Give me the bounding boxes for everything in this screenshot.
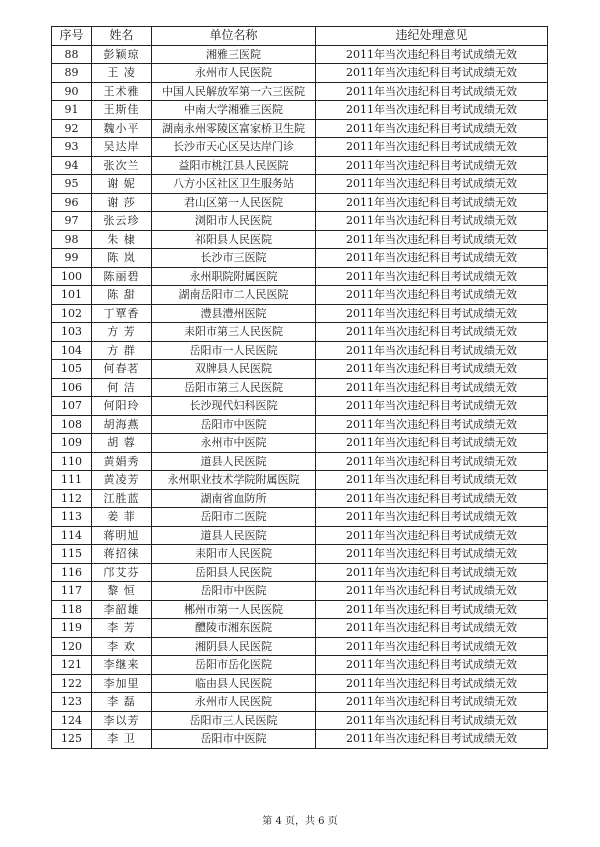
name-cell: 方 群 [92,341,152,360]
unit-name-cell: 永州职院附属医院 [152,267,316,286]
unit-name-cell: 湘阴县人民医院 [152,637,316,656]
name-cell: 李以芳 [92,711,152,730]
serial-number-cell: 100 [52,267,92,286]
table-row [52,360,548,379]
violation-opinion-cell: 2011年当次违纪科目考试成绩无效 [316,582,548,601]
table-row [52,471,548,490]
table-row [52,434,548,453]
name-cell: 王术雅 [92,82,152,101]
name-cell: 彭颖琼 [92,45,152,64]
name-cell: 黄凌芳 [92,471,152,490]
name-cell: 谢 妮 [92,175,152,194]
unit-name-cell: 道县人民医院 [152,526,316,545]
unit-name-cell: 湖南省血防所 [152,489,316,508]
serial-number-cell: 103 [52,323,92,342]
violation-opinion-cell: 2011年当次违纪科目考试成绩无效 [316,101,548,120]
name-cell: 江胜蓝 [92,489,152,508]
violation-opinion-cell: 2011年当次违纪科目考试成绩无效 [316,471,548,490]
table-row [52,286,548,305]
table-row [52,674,548,693]
violation-opinion-cell: 2011年当次违纪科目考试成绩无效 [316,323,548,342]
violation-opinion-cell: 2011年当次违纪科目考试成绩无效 [316,378,548,397]
name-cell: 朱 棣 [92,230,152,249]
table-row [52,175,548,194]
unit-name-cell: 永州市人民医院 [152,64,316,83]
name-cell: 李韶雄 [92,600,152,619]
unit-name-cell: 岳阳市中医院 [152,415,316,434]
unit-name-cell: 耒阳市人民医院 [152,545,316,564]
unit-name-cell: 岳阳县人民医院 [152,563,316,582]
unit-name-cell: 岳阳市岳化医院 [152,656,316,675]
table-row [52,600,548,619]
unit-name-cell: 八方小区社区卫生服务站 [152,175,316,194]
violation-opinion-cell: 2011年当次违纪科目考试成绩无效 [316,545,548,564]
header-unit-name: 单位名称 [152,27,316,46]
unit-name-cell: 永州市人民医院 [152,693,316,712]
violation-opinion-cell: 2011年当次违纪科目考试成绩无效 [316,674,548,693]
serial-number-cell: 102 [52,304,92,323]
table-row [52,730,548,749]
header-violation-opinion: 违纪处理意见 [316,27,548,46]
table-body [52,45,548,748]
name-cell: 胡海燕 [92,415,152,434]
name-cell: 蒋明旭 [92,526,152,545]
name-cell: 何阳玲 [92,397,152,416]
unit-name-cell: 益阳市桃江县人民医院 [152,156,316,175]
violation-opinion-cell: 2011年当次违纪科目考试成绩无效 [316,175,548,194]
table-row [52,526,548,545]
name-cell: 丁覃香 [92,304,152,323]
serial-number-cell: 124 [52,711,92,730]
serial-number-cell: 98 [52,230,92,249]
table-row [52,397,548,416]
violation-opinion-cell: 2011年当次违纪科目考试成绩无效 [316,304,548,323]
serial-number-cell: 116 [52,563,92,582]
serial-number-cell: 117 [52,582,92,601]
name-cell: 陈 岚 [92,249,152,268]
serial-number-cell: 89 [52,64,92,83]
violation-opinion-cell: 2011年当次违纪科目考试成绩无效 [316,119,548,138]
violation-opinion-cell: 2011年当次违纪科目考试成绩无效 [316,193,548,212]
name-cell: 谢 莎 [92,193,152,212]
violation-opinion-cell: 2011年当次违纪科目考试成绩无效 [316,230,548,249]
table-row [52,341,548,360]
serial-number-cell: 125 [52,730,92,749]
serial-number-cell: 96 [52,193,92,212]
serial-number-cell: 121 [52,656,92,675]
serial-number-cell: 93 [52,138,92,157]
table-row [52,508,548,527]
violation-opinion-cell: 2011年当次违纪科目考试成绩无效 [316,415,548,434]
violation-opinion-cell: 2011年当次违纪科目考试成绩无效 [316,341,548,360]
name-cell: 王 凌 [92,64,152,83]
violation-opinion-cell: 2011年当次违纪科目考试成绩无效 [316,619,548,638]
unit-name-cell: 祁阳县人民医院 [152,230,316,249]
table-row [52,193,548,212]
serial-number-cell: 95 [52,175,92,194]
violation-opinion-cell: 2011年当次违纪科目考试成绩无效 [316,138,548,157]
unit-name-cell: 永州市中医院 [152,434,316,453]
serial-number-cell: 113 [52,508,92,527]
name-cell: 吴达岸 [92,138,152,157]
serial-number-cell: 91 [52,101,92,120]
unit-name-cell: 醴陵市湘东医院 [152,619,316,638]
violation-opinion-cell: 2011年当次违纪科目考试成绩无效 [316,82,548,101]
table-row [52,582,548,601]
violation-opinion-cell: 2011年当次违纪科目考试成绩无效 [316,267,548,286]
table-row [52,156,548,175]
unit-name-cell: 永州职业技术学院附属医院 [152,471,316,490]
unit-name-cell: 临由县人民医院 [152,674,316,693]
unit-name-cell: 长沙市天心区吴达岸门诊 [152,138,316,157]
table-row [52,452,548,471]
serial-number-cell: 88 [52,45,92,64]
unit-name-cell: 岳阳市一人民医院 [152,341,316,360]
table-row [52,415,548,434]
violation-opinion-cell: 2011年当次违纪科目考试成绩无效 [316,693,548,712]
serial-number-cell: 114 [52,526,92,545]
name-cell: 蒋招徕 [92,545,152,564]
name-cell: 张云珍 [92,212,152,231]
unit-name-cell: 耒阳市第三人民医院 [152,323,316,342]
serial-number-cell: 120 [52,637,92,656]
violation-opinion-cell: 2011年当次违纪科目考试成绩无效 [316,434,548,453]
table-row [52,545,548,564]
name-cell: 魏小平 [92,119,152,138]
serial-number-cell: 119 [52,619,92,638]
header-serial-number: 序号 [52,27,92,46]
violation-records-table [51,26,548,749]
table-row [52,230,548,249]
violation-opinion-cell: 2011年当次违纪科目考试成绩无效 [316,489,548,508]
table-row [52,656,548,675]
unit-name-cell: 长沙市三医院 [152,249,316,268]
unit-name-cell: 浏阳市人民医院 [152,212,316,231]
name-cell: 何春茗 [92,360,152,379]
unit-name-cell: 岳阳市中医院 [152,582,316,601]
serial-number-cell: 123 [52,693,92,712]
table-row [52,64,548,83]
table-row [52,693,548,712]
table-row [52,323,548,342]
serial-number-cell: 99 [52,249,92,268]
unit-name-cell: 中南大学湘雅三医院 [152,101,316,120]
name-cell: 黎 恒 [92,582,152,601]
table-row [52,119,548,138]
unit-name-cell: 湖南岳阳市二人民医院 [152,286,316,305]
name-cell: 姜 菲 [92,508,152,527]
table-row [52,304,548,323]
unit-name-cell: 湖南永州零陵区富家桥卫生院 [152,119,316,138]
serial-number-cell: 105 [52,360,92,379]
table-row [52,637,548,656]
name-cell: 李 磊 [92,693,152,712]
serial-number-cell: 110 [52,452,92,471]
name-cell: 李 欢 [92,637,152,656]
name-cell: 黄娟秀 [92,452,152,471]
violation-opinion-cell: 2011年当次违纪科目考试成绩无效 [316,397,548,416]
table-row [52,138,548,157]
violation-opinion-cell: 2011年当次违纪科目考试成绩无效 [316,526,548,545]
unit-name-cell: 岳阳市三人民医院 [152,711,316,730]
unit-name-cell: 君山区第一人民医院 [152,193,316,212]
violation-opinion-cell: 2011年当次违纪科目考试成绩无效 [316,360,548,379]
table-row [52,563,548,582]
table-row [52,711,548,730]
violation-opinion-cell: 2011年当次违纪科目考试成绩无效 [316,64,548,83]
table-row [52,619,548,638]
name-cell: 王斯佳 [92,101,152,120]
name-cell: 陈 甜 [92,286,152,305]
table-row [52,267,548,286]
unit-name-cell: 双牌县人民医院 [152,360,316,379]
table-row [52,45,548,64]
table-row [52,489,548,508]
page-number: 第 4 页，共 6 页 [262,816,338,827]
table-row [52,101,548,120]
name-cell: 李加里 [92,674,152,693]
violation-opinion-cell: 2011年当次违纪科目考试成绩无效 [316,156,548,175]
name-cell: 邝艾芬 [92,563,152,582]
violation-opinion-cell: 2011年当次违纪科目考试成绩无效 [316,656,548,675]
table-row [52,212,548,231]
serial-number-cell: 109 [52,434,92,453]
violation-opinion-cell: 2011年当次违纪科目考试成绩无效 [316,563,548,582]
name-cell: 陈丽碧 [92,267,152,286]
unit-name-cell: 岳阳市第三人民医院 [152,378,316,397]
unit-name-cell: 郴州市第一人民医院 [152,600,316,619]
unit-name-cell: 岳阳市二医院 [152,508,316,527]
serial-number-cell: 115 [52,545,92,564]
name-cell: 方 芳 [92,323,152,342]
serial-number-cell: 97 [52,212,92,231]
name-cell: 张次兰 [92,156,152,175]
table-row [52,378,548,397]
violation-opinion-cell: 2011年当次违纪科目考试成绩无效 [316,730,548,749]
serial-number-cell: 90 [52,82,92,101]
name-cell: 何 洁 [92,378,152,397]
serial-number-cell: 92 [52,119,92,138]
serial-number-cell: 122 [52,674,92,693]
table-row [52,82,548,101]
serial-number-cell: 118 [52,600,92,619]
unit-name-cell: 中国人民解放军第一六三医院 [152,82,316,101]
table-header-row [52,27,548,46]
serial-number-cell: 101 [52,286,92,305]
unit-name-cell: 岳阳市中医院 [152,730,316,749]
name-cell: 李 卫 [92,730,152,749]
unit-name-cell: 道县人民医院 [152,452,316,471]
violation-opinion-cell: 2011年当次违纪科目考试成绩无效 [316,637,548,656]
unit-name-cell: 长沙现代妇科医院 [152,397,316,416]
serial-number-cell: 106 [52,378,92,397]
violation-opinion-cell: 2011年当次违纪科目考试成绩无效 [316,508,548,527]
name-cell: 胡 蓉 [92,434,152,453]
unit-name-cell: 澧县澧州医院 [152,304,316,323]
serial-number-cell: 112 [52,489,92,508]
violation-opinion-cell: 2011年当次违纪科目考试成绩无效 [316,711,548,730]
violation-opinion-cell: 2011年当次违纪科目考试成绩无效 [316,212,548,231]
serial-number-cell: 108 [52,415,92,434]
serial-number-cell: 107 [52,397,92,416]
serial-number-cell: 111 [52,471,92,490]
unit-name-cell: 湘雅三医院 [152,45,316,64]
name-cell: 李继来 [92,656,152,675]
violation-opinion-cell: 2011年当次违纪科目考试成绩无效 [316,452,548,471]
violation-opinion-cell: 2011年当次违纪科目考试成绩无效 [316,249,548,268]
serial-number-cell: 94 [52,156,92,175]
violation-opinion-cell: 2011年当次违纪科目考试成绩无效 [316,286,548,305]
violation-opinion-cell: 2011年当次违纪科目考试成绩无效 [316,45,548,64]
violation-opinion-cell: 2011年当次违纪科目考试成绩无效 [316,600,548,619]
name-cell: 李 芳 [92,619,152,638]
serial-number-cell: 104 [52,341,92,360]
header-name: 姓名 [92,27,152,46]
table-row [52,249,548,268]
